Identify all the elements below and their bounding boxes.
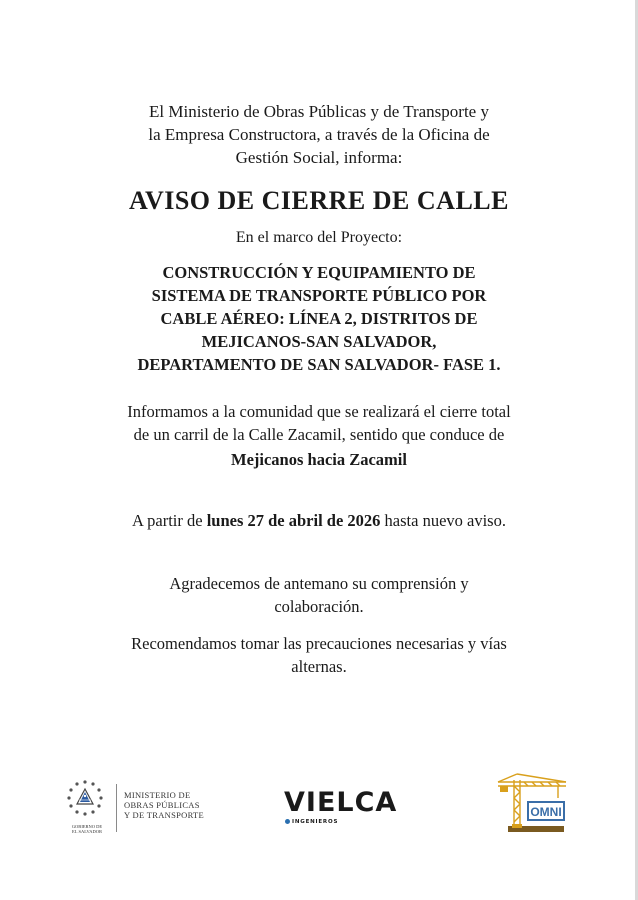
inform-line: de un carril de la Calle Zacamil, sentido que conduce de	[133, 425, 505, 444]
date-prefix: A partir de	[132, 511, 207, 530]
project-line: CABLE AÉREO: LÍNEA 2, DISTRITOS DE	[160, 309, 478, 328]
project-line: DEPARTAMENTO DE SAN SALVADOR- FASE 1.	[137, 355, 501, 374]
omni-name: OMNI	[530, 805, 562, 819]
inform-line: Informamos a la comunidad que se realizará el cierre total	[127, 402, 511, 421]
date-line	[0, 509, 638, 532]
logo-divider	[116, 784, 117, 832]
project-name	[84, 261, 554, 376]
vielca-dot-icon	[285, 819, 290, 824]
intro-line: Gestión Social, informa:	[235, 148, 403, 167]
thanks-line: colaboración.	[274, 597, 364, 616]
gov-caption: GOBIERNO DE EL SALVADOR	[71, 824, 103, 834]
thanks-paragraph	[119, 572, 519, 618]
notice-content	[0, 100, 638, 678]
ministry-name: MINISTERIO DE OBRAS PÚBLICAS Y DE TRANSPORTE	[124, 790, 205, 820]
ministry-logo	[62, 778, 222, 838]
recommend-line: alternas.	[291, 657, 347, 676]
route-text: Mejicanos hacia Zacamil	[231, 450, 407, 469]
thanks-line: Agradecemos de antemano su comprensión y	[169, 574, 469, 593]
project-line: MEJICANOS-SAN SALVADOR,	[201, 332, 437, 351]
recommend-paragraph	[79, 632, 559, 678]
notice-title: AVISO DE CIERRE DE CALLE	[129, 186, 509, 215]
date-suffix: hasta nuevo aviso.	[380, 511, 506, 530]
framework-text: En el marco del Proyecto:	[235, 229, 403, 246]
intro-paragraph	[79, 100, 559, 169]
project-line: SISTEMA DE TRANSPORTE PÚBLICO POR	[151, 286, 487, 305]
vielca-logo	[284, 788, 404, 832]
project-line: CONSTRUCCIÓN Y EQUIPAMIENTO DE	[162, 263, 476, 282]
footer-logos	[0, 770, 638, 840]
vielca-name: VIELCA	[284, 787, 398, 818]
recommend-line: Recomendamos tomar las precauciones necesarias y vías	[131, 634, 507, 653]
vielca-subtitle: INGENIEROS	[292, 819, 339, 825]
intro-line: la Empresa Constructora, a través de la Oficina de	[148, 125, 490, 144]
intro-line: El Ministerio de Obras Públicas y de Transporte y	[149, 102, 489, 121]
date-bold: lunes 27 de abril de 2026	[206, 511, 381, 530]
omni-crane-logo-icon	[494, 772, 570, 838]
inform-paragraph	[79, 400, 559, 446]
